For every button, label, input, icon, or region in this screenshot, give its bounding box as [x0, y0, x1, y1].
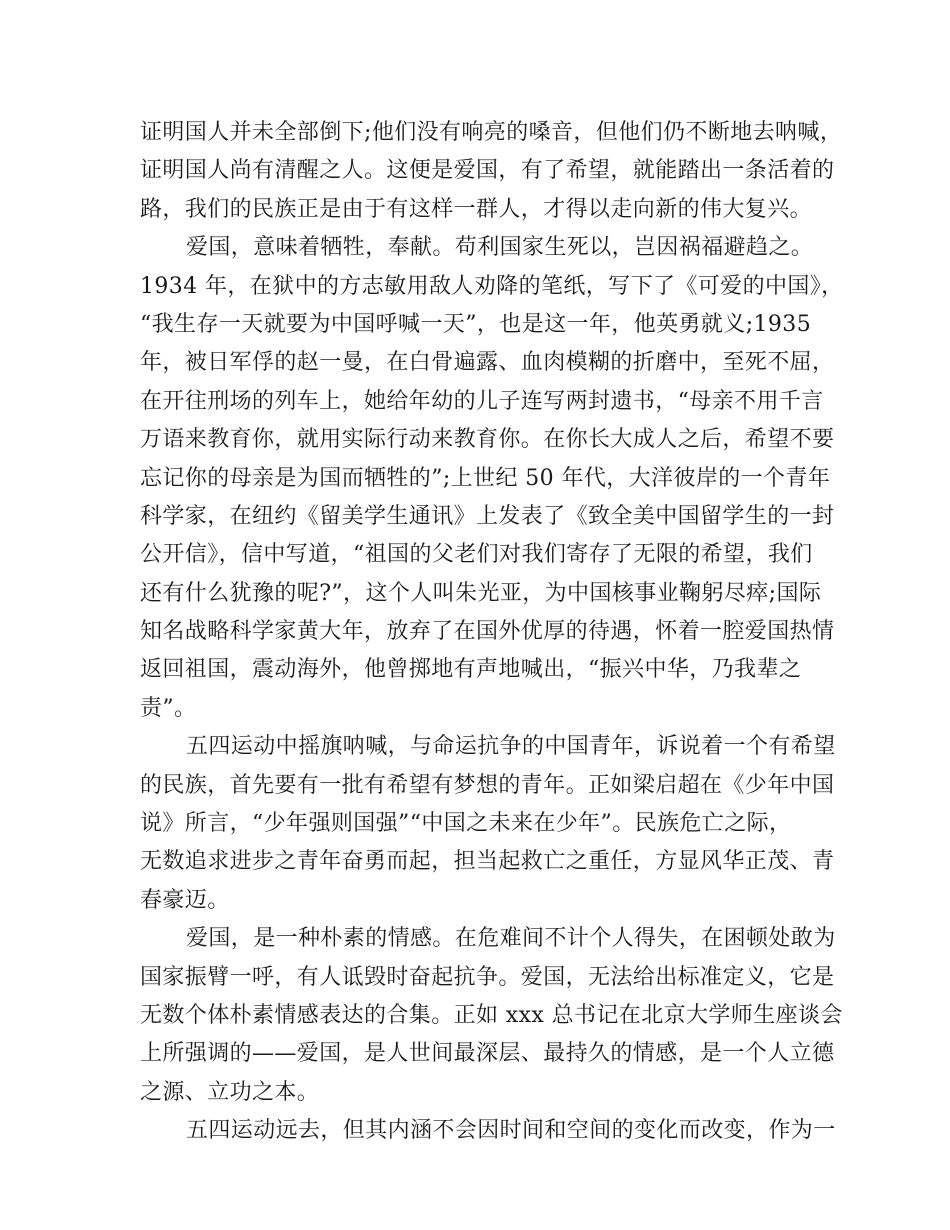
text-line: 路，我们的民族正是由于有这样一群人，才得以走向新的伟大复兴。 — [140, 196, 813, 222]
text-line: 科学家，在纽约《留美学生通讯》上发表了《致全美中国留学生的一封 — [140, 503, 835, 529]
text-line: 忘记你的母亲是为国而牺牲的”;上世纪 50 年代，大洋彼岸的一个青年 — [140, 465, 831, 491]
paragraph-5 — [140, 1112, 836, 1150]
text-line: 无数追求进步之青年奋勇而起，担当起救亡之重任，方显风华正茂、青 — [140, 849, 835, 875]
text-line: 年，被日军俘的赵一曼，在白骨遍露、血肉模糊的折磨中，至死不屈， — [140, 350, 835, 376]
paragraph-3 — [140, 728, 836, 920]
text-line: 之源、立功之本。 — [140, 1079, 320, 1105]
text-line: 1934 年，在狱中的方志敏用敌人劝降的笔纸，写下了《可爱的中国》， — [140, 273, 844, 299]
text-line: “我生存一天就要为中国呼喊一天”，也是这一年，他英勇就义;1935 — [140, 311, 812, 337]
document-page — [140, 114, 844, 1151]
text-line: 春豪迈。 — [140, 887, 230, 913]
text-line: 国家振臂一呼，有人诋毁时奋起抗争。爱国，无法给出标准定义，它是 — [140, 964, 835, 990]
paragraph-2 — [140, 229, 844, 728]
text-line: 证明国人并未全部倒下;他们没有响亮的嗓音，但他们仍不断地去呐喊， — [140, 120, 843, 145]
text-line: 还有什么犹豫的呢?”，这个人叫朱光亚，为中国核事业鞠躬尽瘁;国际 — [140, 580, 822, 606]
text-line: 证明国人尚有清醒之人。这便是爱国，有了希望，就能踏出一条活着的 — [140, 158, 835, 184]
text-line: 五四运动远去，但其内涵不会因时间和空间的变化而改变，作为一 — [186, 1118, 836, 1144]
text-line: 爱国，是一种朴素的情感。在危难间不计个人得失，在困顿处敢为 — [186, 926, 836, 952]
paragraph-4 — [140, 920, 843, 1112]
text-line: 知名战略科学家黄大年，放弃了在国外优厚的待遇，怀着一腔爱国热情 — [140, 619, 835, 645]
text-line: 万语来教育你，就用实际行动来教育你。在你长大成人之后，希望不要 — [140, 427, 835, 453]
text-line: 责”。 — [140, 695, 197, 721]
text-line: 五四运动中摇旗呐喊，与命运抗争的中国青年，诉说着一个有希望 — [186, 734, 836, 760]
paragraph-1 — [140, 114, 843, 229]
text-line: 公开信》，信中写道，“祖国的父老们对我们寄存了无限的希望，我们 — [140, 542, 813, 568]
text-line: 的民族，首先要有一批有希望有梦想的青年。正如梁启超在《少年中国 — [140, 772, 835, 798]
text-line: 说》所言，“少年强则国强”“中国之未来在少年”。民族危亡之际， — [140, 811, 792, 837]
text-line: 在开往刑场的列车上，她给年幼的儿子连写两封遗书，“母亲不用千言 — [140, 388, 824, 414]
text-line: 爱国，意味着牺牲，奉献。苟利国家生死以，岂因祸福避趋之。 — [186, 235, 814, 261]
text-line: 上所强调的——爱国，是人世间最深层、最持久的情感，是一个人立德 — [140, 1041, 835, 1067]
text-line: 返回祖国，震动海外，他曾掷地有声地喊出，“振兴中华，乃我辈之 — [140, 657, 802, 683]
text-line: 无数个体朴素情感表达的合集。正如 xxx 总书记在北京大学师生座谈会 — [140, 1002, 843, 1028]
